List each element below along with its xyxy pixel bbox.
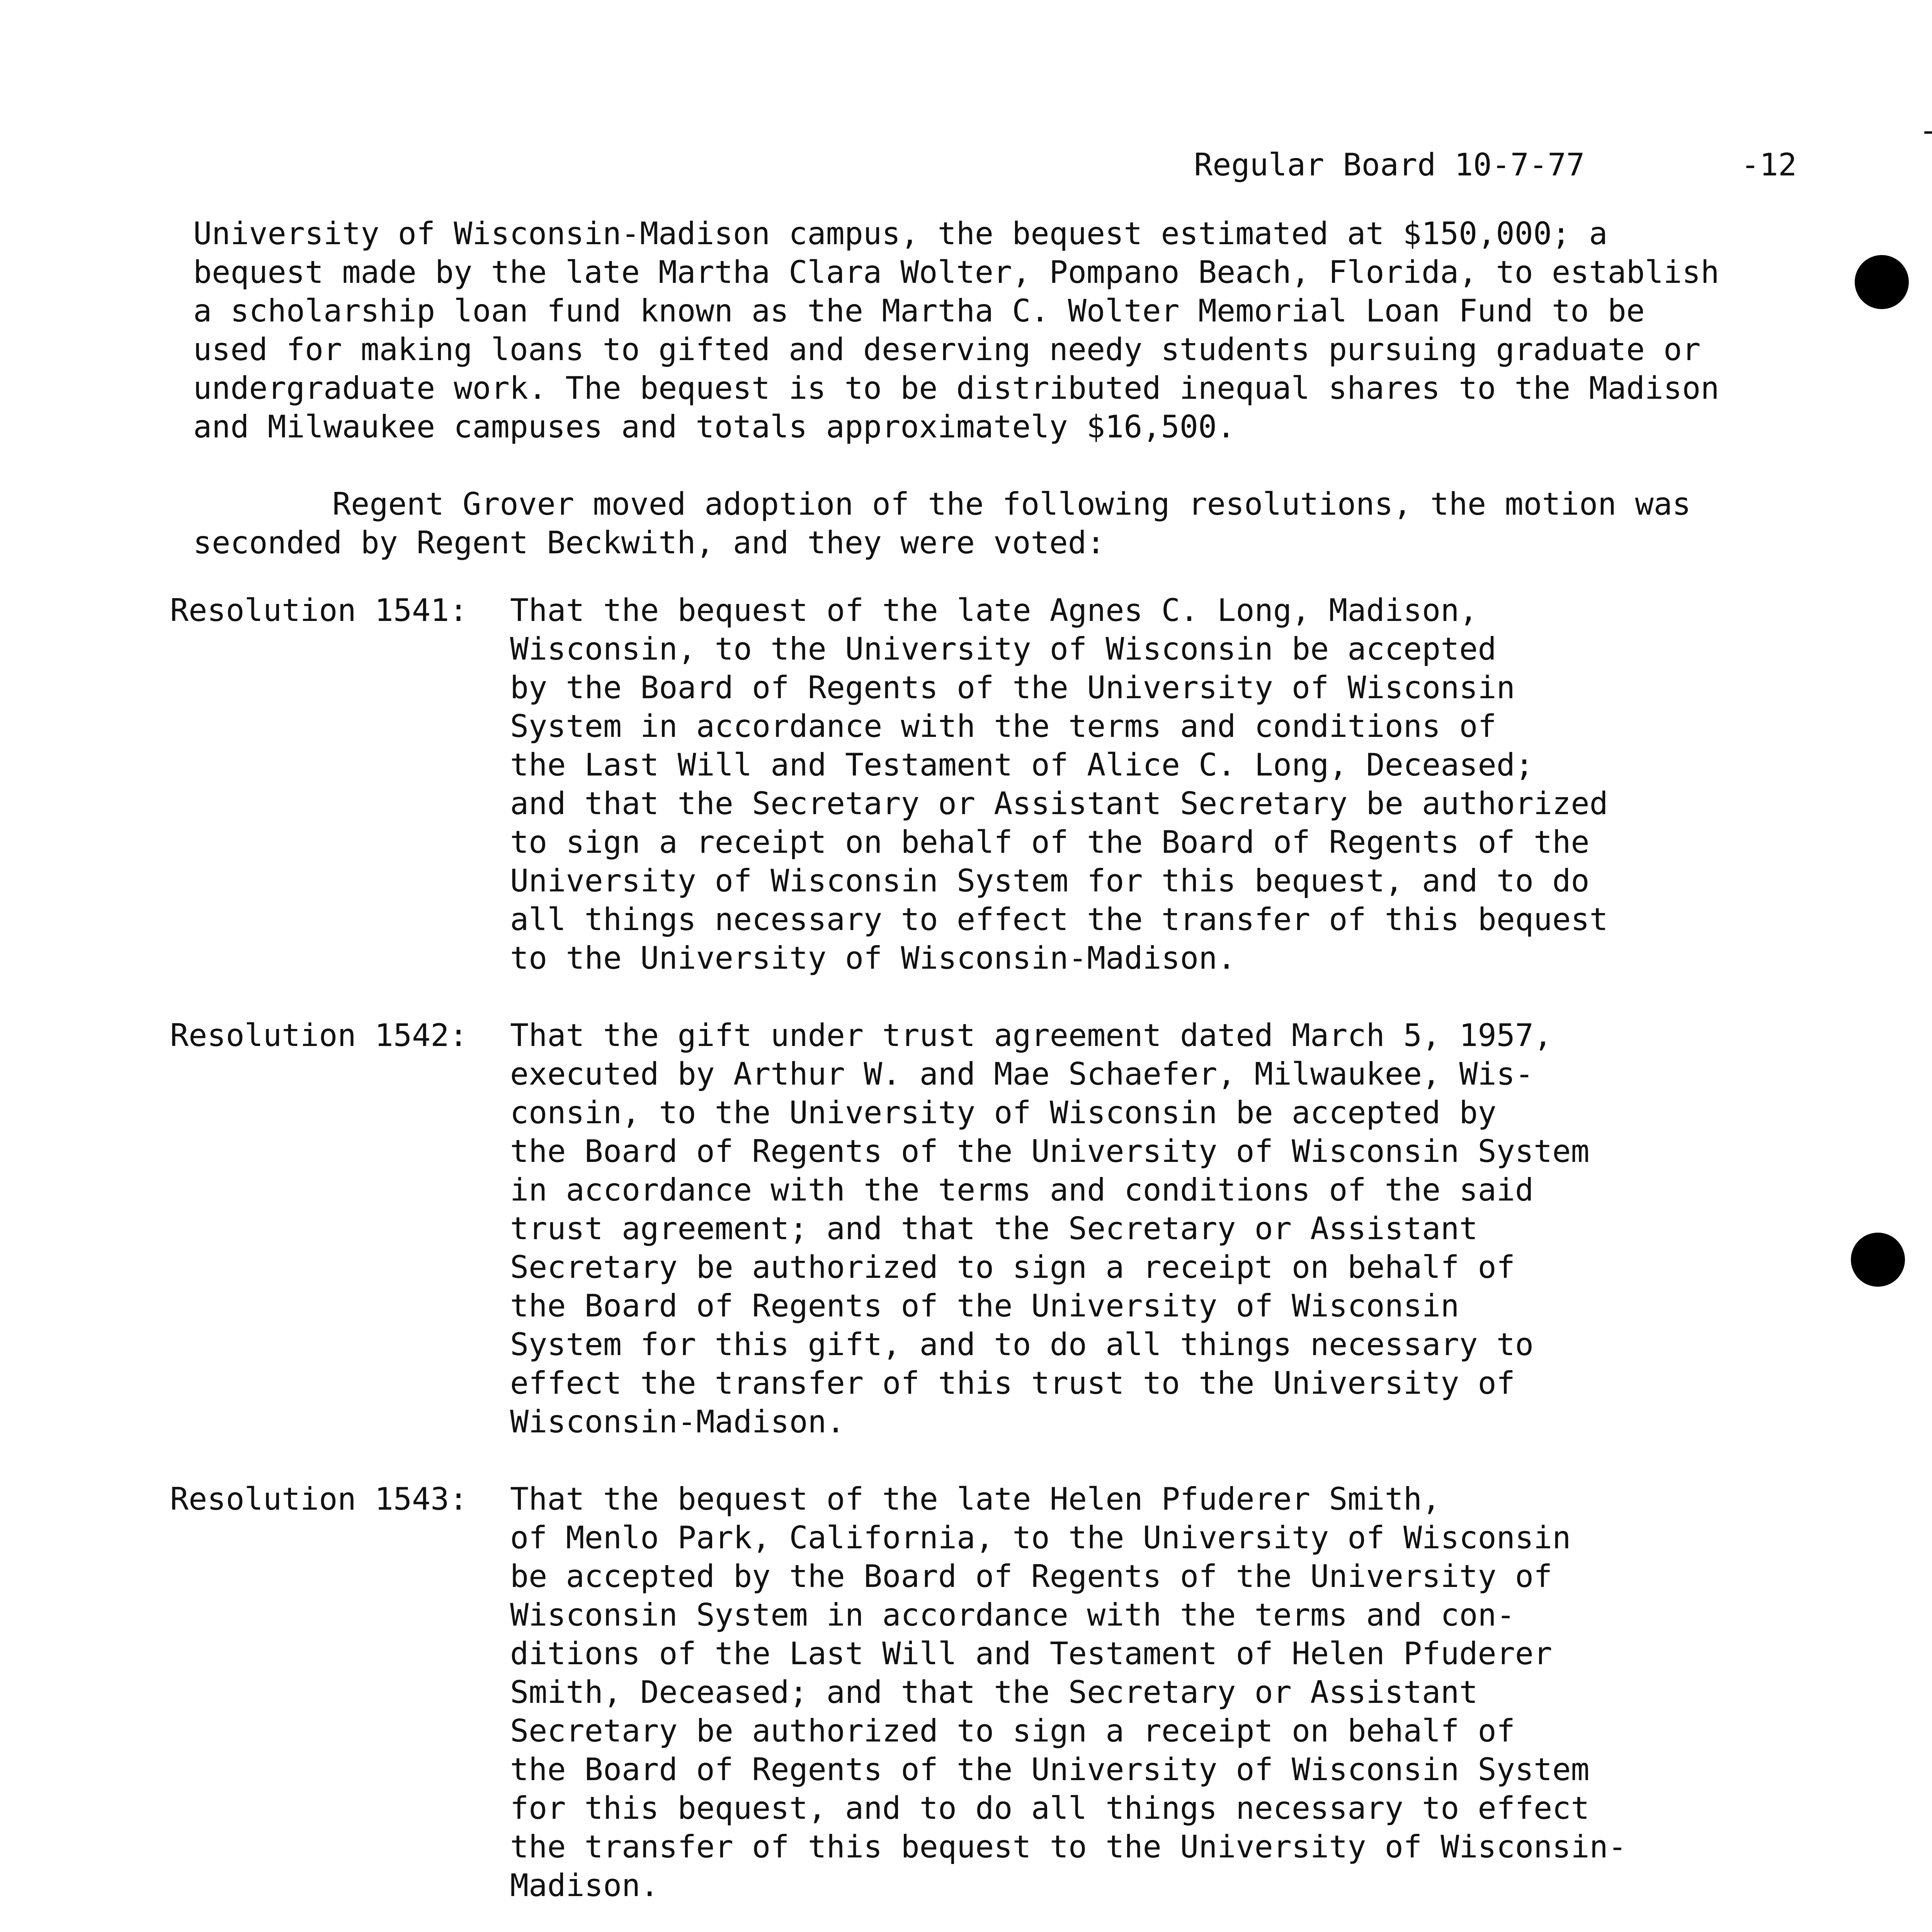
text-line: System for this gift, and to do all things necessary to: [510, 1327, 1534, 1362]
text-line: [193, 485, 1816, 524]
text-line: Secretary be authorized to sign a receipt on behalf of: [510, 1249, 1515, 1285]
text-line: consin, to the University of Wisconsin be accepted by: [510, 1095, 1497, 1131]
text-line: the Board of Regents of the University of Wisconsin: [510, 1288, 1459, 1324]
text-line: and that the Secretary or Assistant Secretary be authorized: [510, 786, 1608, 821]
scan-corner-mark: [1924, 131, 1932, 134]
text-line: Smith, Deceased; and that the Secretary or Assistant: [510, 1674, 1478, 1710]
text-line: of Menlo Park, California, to the University of Wisconsin: [510, 1520, 1571, 1556]
resolution-body: [510, 1016, 1824, 1441]
text-line: trust agreement; and that the Secretary or Assistant: [510, 1211, 1478, 1247]
page-number: -12: [1741, 147, 1797, 183]
text-line: the transfer of this bequest to the University of Wisconsin-: [510, 1829, 1627, 1865]
text-line: to sign a receipt on behalf of the Board of Regents of the: [510, 824, 1590, 860]
text-line: the Board of Regents of the University of Wisconsin System: [510, 1133, 1590, 1169]
text-line: undergraduate work. The bequest is to be distributed inequal shares to the Madison: [193, 370, 1719, 406]
text-line: the Board of Regents of the University of Wisconsin System: [510, 1752, 1590, 1787]
resolution-label: Resolution 1542:: [170, 1017, 468, 1053]
resolution-label: Resolution 1543:: [170, 1481, 468, 1517]
text-line: That the gift under trust agreement dated March 5, 1957,: [510, 1017, 1553, 1053]
text-line: to the University of Wisconsin-Madison.: [510, 940, 1236, 976]
text-line: System in accordance with the terms and conditions of: [510, 708, 1497, 744]
meeting-title: Regular Board 10-7-77: [1194, 147, 1585, 183]
motion-paragraph: [193, 485, 1816, 562]
text-line: Secretary be authorized to sign a receipt on behalf of: [510, 1713, 1515, 1749]
text-line: all things necessary to effect the transfer of this bequest: [510, 901, 1608, 937]
resolution-body: [510, 591, 1824, 978]
text-line: executed by Arthur W. and Mae Schaefer, Milwaukee, Wis-: [510, 1056, 1534, 1092]
text-line: the Last Will and Testament of Alice C. Long, Deceased;: [510, 747, 1534, 783]
text-line: bequest made by the late Martha Clara Wolter, Pompano Beach, Florida, to establish: [193, 254, 1719, 290]
text-line: ditions of the Last Will and Testament of Helen Pfuderer: [510, 1636, 1553, 1672]
text-line: and Milwaukee campuses and totals approximately $16,500.: [193, 409, 1236, 445]
text-line: used for making loans to gifted and deserving needy students pursuing graduate or: [193, 332, 1701, 367]
text-line: University of Wisconsin System for this bequest, and to do: [510, 863, 1590, 899]
text-line: effect the transfer of this trust to the University of: [510, 1365, 1515, 1401]
text-line: Wisconsin, to the University of Wisconsin be accepted: [510, 631, 1497, 667]
text-line: a scholarship loan fund known as the Martha C. Wolter Memorial Loan Fund to be: [193, 293, 1645, 329]
resolution-body: [510, 1480, 1824, 1905]
text-line: seconded by Regent Beckwith, and they were voted:: [193, 525, 1105, 561]
text-line: be accepted by the Board of Regents of the University of: [510, 1558, 1553, 1594]
text-line: Madison.: [510, 1867, 659, 1903]
text-line: Wisconsin System in accordance with the terms and con-: [510, 1597, 1515, 1633]
punch-hole: [1855, 255, 1909, 309]
text-line: University of Wisconsin-Madison campus, the bequest estimated at $150,000; a: [193, 216, 1608, 252]
text-line: in accordance with the terms and conditions of the said: [510, 1172, 1534, 1208]
text-line: by the Board of Regents of the University of Wisconsin: [510, 670, 1515, 706]
resolution-label: Resolution 1541:: [170, 592, 468, 628]
text-line: That the bequest of the late Helen Pfuderer Smith,: [510, 1481, 1441, 1517]
text-line: Wisconsin-Madison.: [510, 1404, 845, 1440]
text-line: That the bequest of the late Agnes C. Long, Madison,: [510, 592, 1478, 628]
page-header: [1194, 147, 1797, 183]
motion-line-1: Regent Grover moved adoption of the following resolutions, the motion was: [332, 486, 1691, 522]
punch-hole: [1851, 1233, 1905, 1287]
text-line: for this bequest, and to do all things necessary to effect: [510, 1790, 1590, 1826]
intro-paragraph: [193, 214, 1816, 446]
